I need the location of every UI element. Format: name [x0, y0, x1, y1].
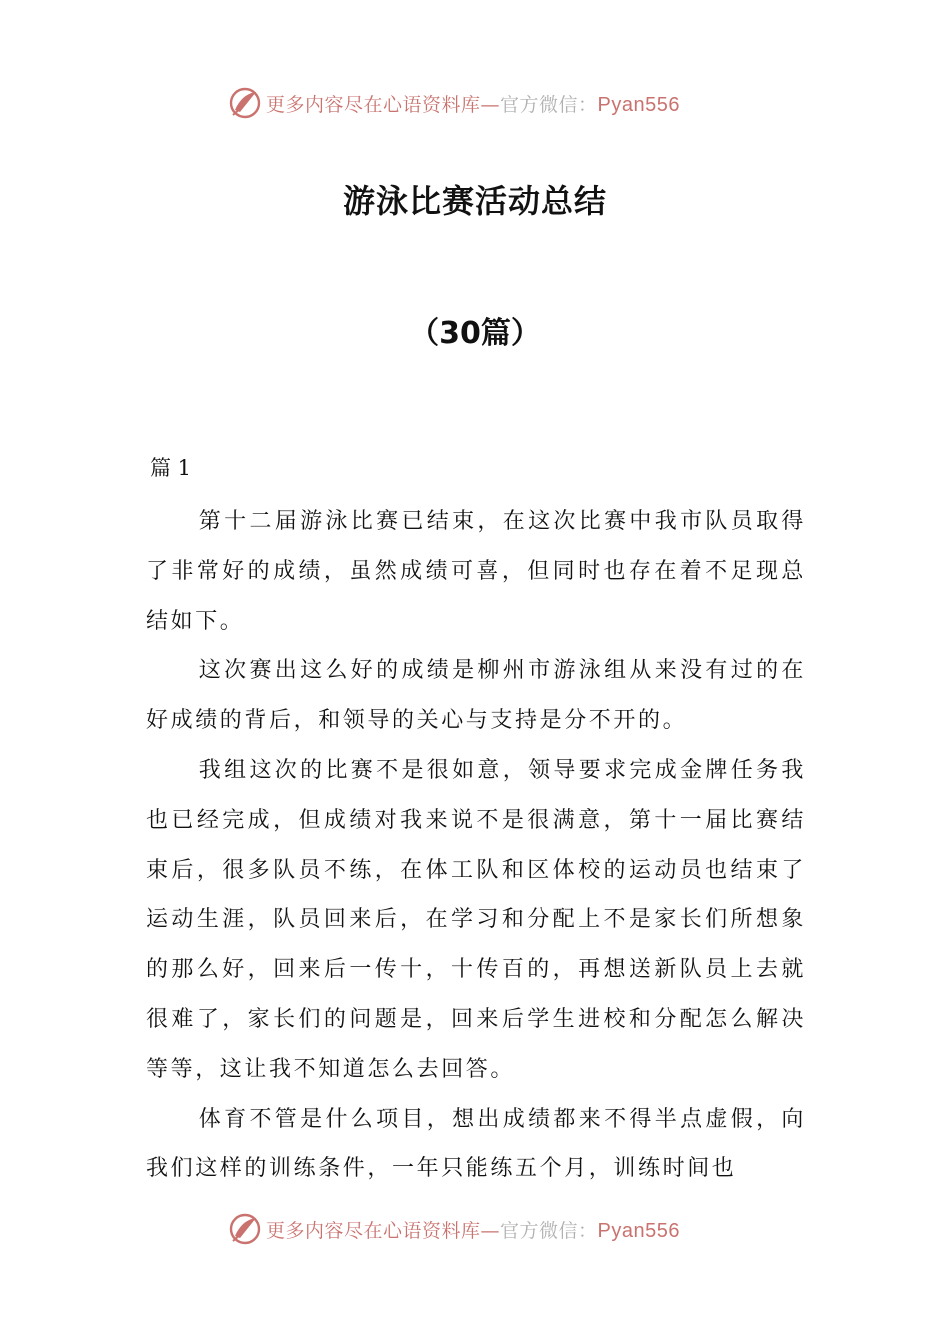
banner-text-group [266, 1216, 680, 1243]
paragraph: 我组这次的比赛不是很如意，领导要求完成金牌任务我也已经完成，但成绩对我来说不是很满意，第十一届比赛结束后，很多队员不练，在体工队和区体校的运动员也结束了运动生涯，队员回来后，在学习和分配上不是家长们所想象的那么好，回来后一传十，十传百的，再想送新队员上去就很难了，家长们的问题是，回来后学生进校和分配怎么解决等等，这让我不知道怎么去回答。 [146, 757, 806, 1082]
paragraph: 体育不管是什么项目，想出成绩都来不得半点虚假，向我们这样的训练条件，一年只能练五个月，训练时间也 [146, 1106, 806, 1182]
paragraph: 这次赛出这么好的成绩是柳州市游泳组从来没有过的在好成绩的背后，和领导的关心与支持是分不开的。 [146, 658, 806, 734]
section-label: 篇 1 [150, 456, 192, 480]
banner-text-group [266, 90, 680, 117]
banner-wechat-id: Pyan556 [597, 1219, 680, 1242]
banner-wechat-label: 官方微信： [500, 93, 598, 116]
banner-dash: — [480, 1219, 501, 1242]
banner-slogan: 更多内容尽在心语资料库 [266, 93, 481, 116]
document-title: 游泳比赛活动总结 [342, 182, 607, 220]
banner-slogan: 更多内容尽在心语资料库 [266, 1219, 481, 1242]
paragraph: 第十二届游泳比赛已结束，在这次比赛中我市队员取得了非常好的成绩，虽然成绩可喜，但同时也存在着不足现总结如下。 [146, 509, 806, 634]
banner-dash: — [480, 93, 501, 116]
footer-banner [0, 1209, 950, 1249]
pen-circle-logo-icon [228, 86, 262, 120]
banner-wechat-label: 官方微信： [500, 1219, 598, 1242]
document-body [146, 497, 806, 1194]
header-banner [0, 83, 950, 123]
pen-circle-logo-icon [228, 1212, 262, 1246]
banner-wechat-id: Pyan556 [597, 93, 680, 116]
document-subtitle: （30篇） [409, 316, 541, 351]
